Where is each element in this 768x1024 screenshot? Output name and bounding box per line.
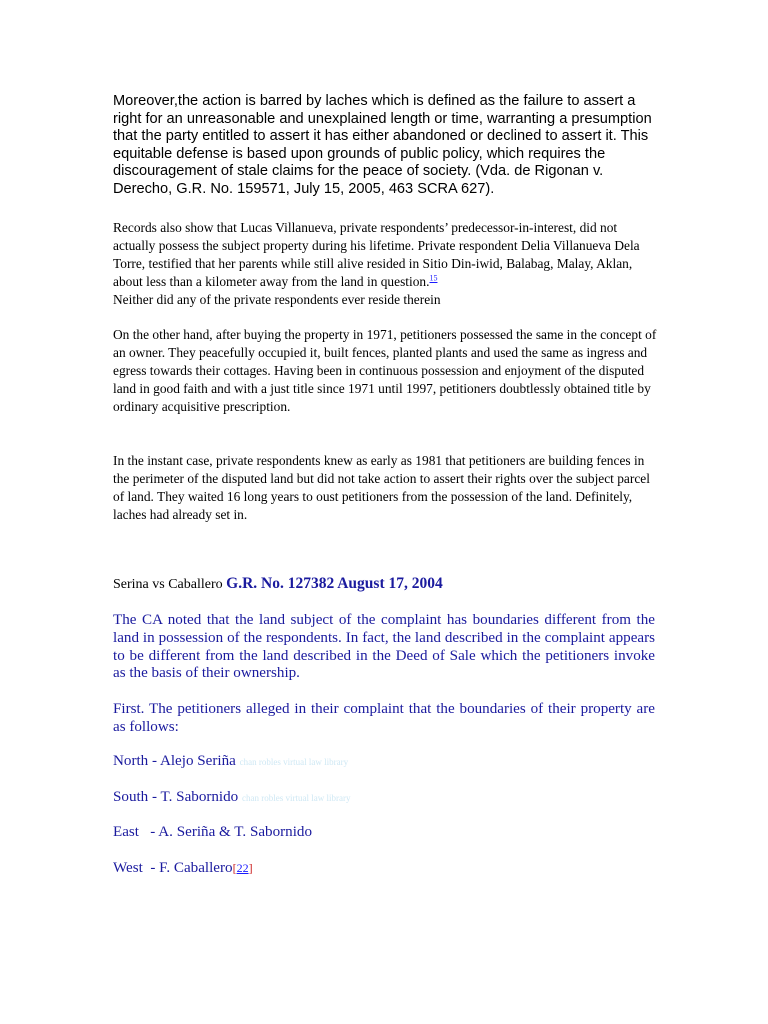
laches-paragraph: Moreover,the action is barred by laches which is defined as the failure to assert a right for an unreasonable and unexplained length or time, warranting a presumption that the party entitled to assert it has either abandoned or declined to assert it. This equitable defense is based upon grounds of public policy, which requires the discouragement of stale claims for the peace of society. (Vda. de Rigonan v. Derecho, G.R. No. 159571, July 15, 2005, 463 SCRA 627). bbox=[113, 93, 652, 197]
boundaries-intro-paragraph: First. The petitioners alleged in their complaint that the boundaries of their property are as follows: bbox=[113, 701, 655, 735]
instant-case-paragraph: In the instant case, private respondents knew as early as 1981 that petitioners are building fences in the perimeter of the disputed land but did not take action to assert their rights over the subject parcel of land. They waited 16 long years to oust petitioners from the possession of the land. Definitely, laches had already set in. bbox=[113, 453, 650, 522]
boundary-east: East - A. Seriña & T. Sabornido bbox=[113, 824, 312, 840]
other-hand-paragraph: On the other hand, after buying the property in 1971, petitioners possessed the same in the concept of an owner. They peacefully occupied it, built fences, planted plants and used the same as ingress and egress towards their cottages. Having been in continuous possession and enjoyment of the disputed land in good faith and with a just title since 1971 until 1997, petitioners doubtlessly obtained title by ordinary acquisitive prescription. bbox=[113, 327, 657, 414]
case-name: Serina vs Caballero bbox=[113, 577, 227, 592]
records-text: Records also show that Lucas Villanueva, private respondents’ predecessor-in-interest, did not actually possess the subject property during his lifetime. Private respondent Delia Villanueva Dela Torre, testified that her parents while still alive resided in Sitio Din-iwid, Balabag, Malay, Aklan, about less than a kilometer away from the land in question. bbox=[113, 220, 640, 289]
watermark-text: chan robles virtual law library bbox=[242, 793, 351, 803]
boundary-north-text: North - Alejo Seriña bbox=[113, 753, 236, 769]
case-citation: G.R. No. 127382 August 17, 2004 bbox=[226, 575, 443, 592]
boundary-west-text: West - F. Caballero bbox=[113, 860, 233, 876]
footnote-link-22[interactable]: [22] bbox=[232, 861, 253, 875]
ca-noted-paragraph: The CA noted that the land subject of the complaint has boundaries different from the land in possession of the respondents. In fact, the land described in the complaint appears to be different from the land described in the Deed of Sale which the petitioners invoke as the basis of their ownership. bbox=[113, 612, 655, 682]
footnote-link-15[interactable]: 15 bbox=[429, 273, 438, 283]
boundary-south-text: South - T. Sabornido bbox=[113, 789, 239, 805]
watermark-text: chan robles virtual law library bbox=[239, 757, 349, 767]
boundary-south bbox=[113, 789, 350, 806]
case-heading bbox=[113, 575, 443, 593]
boundary-north bbox=[113, 753, 348, 770]
records-text-continued: Neither did any of the private respondents ever reside therein bbox=[113, 292, 441, 307]
records-paragraph bbox=[113, 219, 658, 309]
boundary-west bbox=[113, 860, 253, 877]
